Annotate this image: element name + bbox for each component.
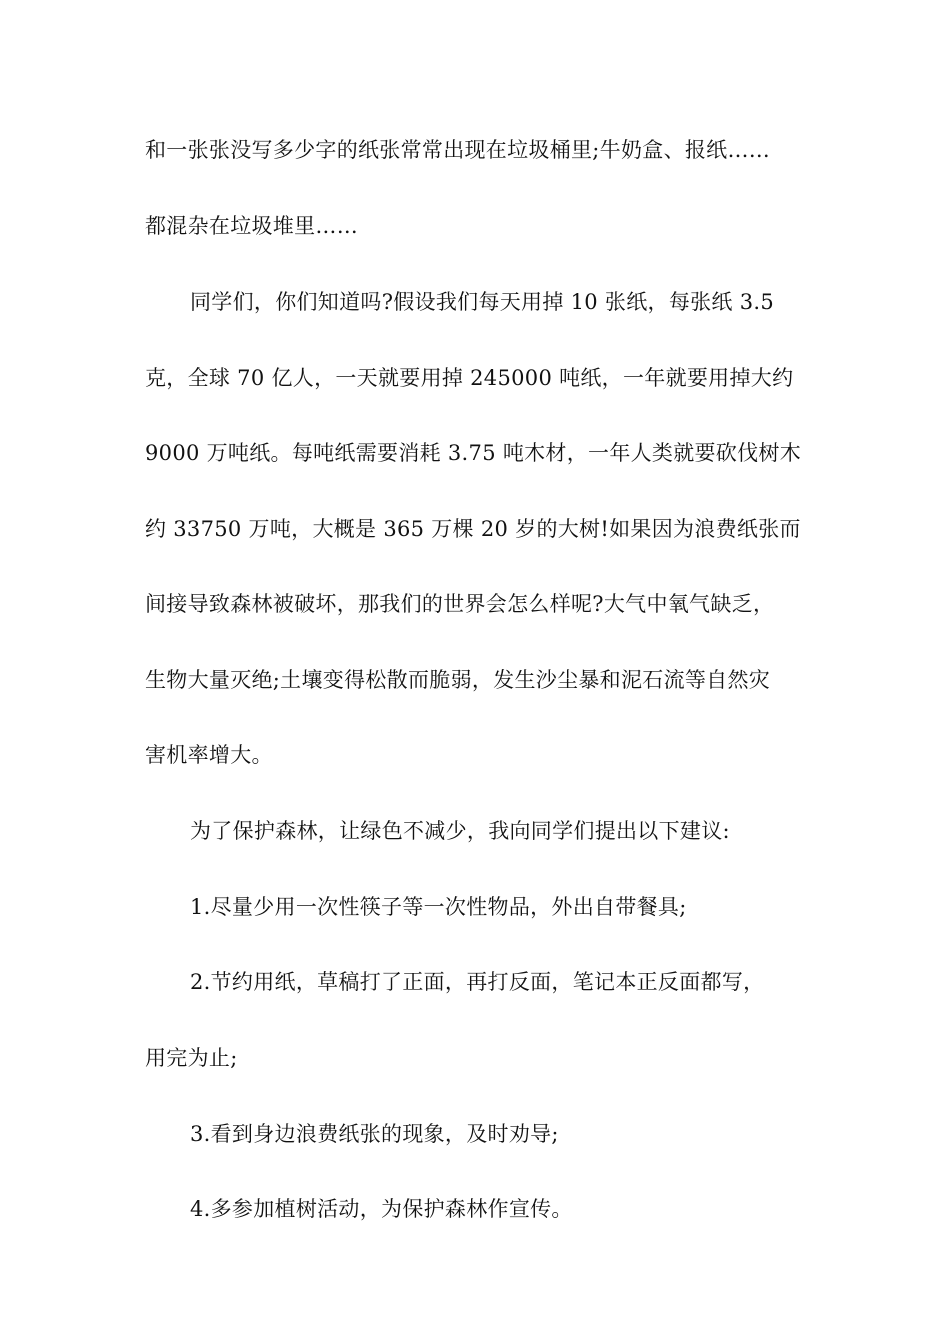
list-item: 4.多参加植树活动，为保护森林作宣传。	[190, 1197, 573, 1221]
list-item-continuation: 用完为止;	[145, 1046, 238, 1070]
text-line: 间接导致森林被破坏，那我们的世界会怎么样呢?大气中氧气缺乏，	[145, 592, 775, 616]
list-item: 3.看到身边浪费纸张的现象，及时劝导;	[190, 1122, 559, 1146]
list-item: 2.节约用纸，草稿打了正面，再打反面，笔记本正反面都写，	[190, 970, 765, 994]
text-line: 和一张张没写多少字的纸张常常出现在垃圾桶里;牛奶盒、报纸……	[145, 138, 771, 162]
text-line: 9000 万吨纸。每吨纸需要消耗 3.75 吨木材，一年人类就要砍伐树木	[145, 441, 802, 465]
text-line: 害机率增大。	[145, 743, 273, 767]
text-line: 都混杂在垃圾堆里……	[145, 214, 358, 238]
list-item: 1.尽量少用一次性筷子等一次性物品，外出自带餐具;	[190, 895, 687, 919]
text-line: 约 33750 万吨，大概是 365 万棵 20 岁的大树!如果因为浪费纸张而	[145, 517, 801, 541]
text-line: 克，全球 70 亿人，一天就要用掉 245000 吨纸，一年就要用掉大约	[145, 366, 794, 390]
text-line: 生物大量灭绝;土壤变得松散而脆弱，发生沙尘暴和泥石流等自然灾	[145, 668, 771, 692]
text-line: 为了保护森林，让绿色不减少，我向同学们提出以下建议:	[190, 819, 730, 843]
text-line: 同学们，你们知道吗?假设我们每天用掉 10 张纸，每张纸 3.5	[190, 290, 775, 314]
